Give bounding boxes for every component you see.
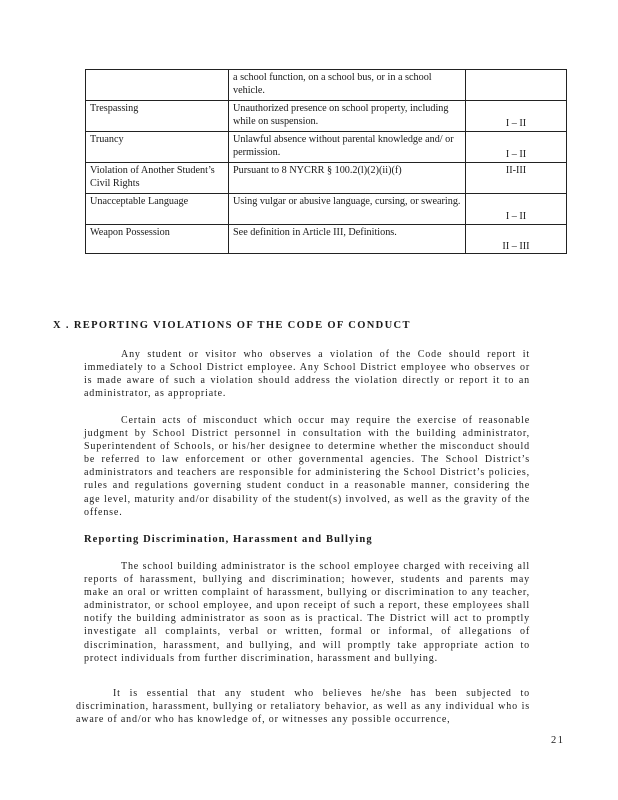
- description-cell: See definition in Article III, Definitions.: [229, 225, 466, 254]
- table-row: [86, 225, 567, 254]
- level-cell: [466, 70, 567, 101]
- level-cell: I – II: [466, 194, 567, 225]
- table-row: [86, 101, 567, 132]
- offense-cell: Violation of Another Student’s Civil Rights: [86, 163, 229, 194]
- offense-cell: Trespassing: [86, 101, 229, 132]
- paragraph-text: The school building administrator is the school employee charged with receiving all reports of harassment, bullying and discrimination; however, students and parents may make an oral or written complaint of harassment, bullying or discrimination to any teacher, administrator, or school employee, and upon receipt of such a report, these employees shall notify the building administrator as soon as is practical. The District will act to promptly investigate all complaints, verbal or written, formal or informal, of allegations of discrimination, harassment, and bullying, and will promptly take appropriate action to protect individuals from further discrimination, harassment and bullying.: [84, 561, 530, 664]
- table-row: [86, 132, 567, 163]
- discipline-table: [85, 69, 567, 254]
- table-row: [86, 70, 567, 101]
- table-row: [86, 163, 567, 194]
- level-cell: II-III: [466, 163, 567, 194]
- offense-cell: [86, 70, 229, 101]
- table-row: [86, 194, 567, 225]
- section-heading: X . REPORTING VIOLATIONS OF THE CODE OF CONDUCT: [53, 320, 411, 331]
- description-cell: Unlawful absence without parental knowledge and/ or permission.: [229, 132, 466, 163]
- paragraph: [84, 348, 530, 400]
- page-number: 21: [551, 735, 565, 746]
- description-cell: a school function, on a school bus, or in a school vehicle.: [229, 70, 466, 101]
- offense-cell: Weapon Possession: [86, 225, 229, 254]
- paragraph: [84, 560, 530, 665]
- level-cell: II – III: [466, 225, 567, 254]
- paragraph: [84, 414, 530, 519]
- paragraph: [76, 687, 530, 726]
- description-cell: Using vulgar or abusive language, cursing, or swearing.: [229, 194, 466, 225]
- description-cell: Unauthorized presence on school property, including while on suspension.: [229, 101, 466, 132]
- paragraph-text: Certain acts of misconduct which occur may require the exercise of reasonable judgment by School District personnel in consultation with the building administrator, Superintendent of Schools, or his/her designee to determine whether the misconduct should be referred to law enforcement or other governmental agencies. The School District’s administrators and teachers are responsible for administering the School District’s policies, rules and regulations governing student conduct in a reasonable manner, considering the age level, maturity and/or disability of the student(s) involved, as well as the gravity of the offense.: [84, 415, 530, 518]
- paragraph-text: It is essential that any student who believes he/she has been subjected to discrimination, harassment, bullying or retaliatory behavior, as well as any individual who is aware of and/or who has knowledge of, or witnesses any possible occurrence,: [76, 688, 530, 726]
- subsection-heading: Reporting Discrimination, Harassment and Bullying: [84, 534, 373, 545]
- level-cell: I – II: [466, 132, 567, 163]
- offense-cell: Truancy: [86, 132, 229, 163]
- level-cell: I – II: [466, 101, 567, 132]
- paragraph-text: Any student or visitor who observes a violation of the Code should report it immediately to a School District employee. Any School District employee who observes or is made aware of such a violation should address the violation directly or report it to an administrator, as appropriate.: [84, 349, 530, 400]
- offense-cell: Unacceptable Language: [86, 194, 229, 225]
- description-cell: Pursuant to 8 NYCRR § 100.2(l)(2)(ii)(f): [229, 163, 466, 194]
